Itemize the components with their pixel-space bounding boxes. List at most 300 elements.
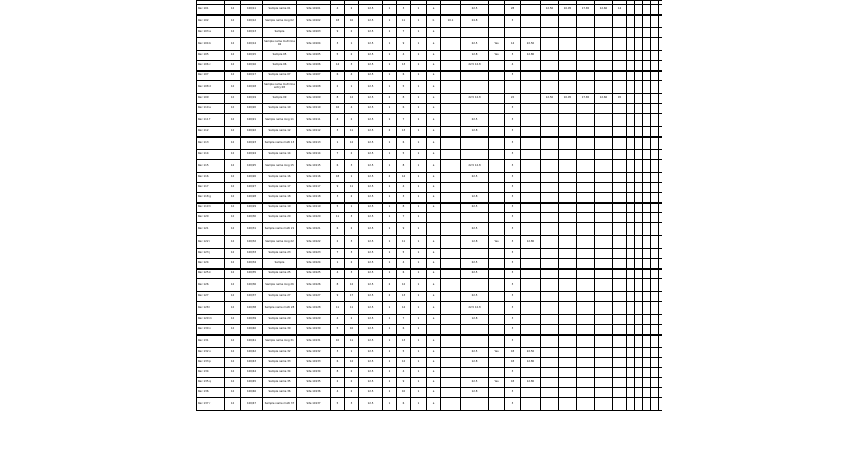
table-row: [197, 94, 663, 104]
table-cell: [559, 269, 577, 279]
table-cell: 14: [613, 5, 627, 15]
table-cell: [613, 183, 627, 193]
table-cell: [643, 302, 651, 315]
table-cell: 12.8: [461, 236, 489, 249]
table-cell: 1: [383, 249, 397, 259]
table-cell: [635, 61, 643, 71]
table-cell: 12.8: [461, 388, 489, 398]
table-cell: [441, 61, 461, 71]
table-cell: [489, 302, 505, 315]
table-cell: 6: [331, 160, 345, 173]
table-cell: [613, 61, 627, 71]
table-cell: 18: [505, 358, 521, 368]
table-cell: 1: [383, 28, 397, 38]
table-cell: [427, 223, 441, 236]
table-cell: [659, 28, 663, 38]
table-cell: [521, 398, 541, 411]
table-cell: 12.5: [359, 127, 383, 137]
table-cell: [461, 325, 489, 335]
table-cell: [643, 325, 651, 335]
table-cell: Sample name 33: [263, 358, 297, 368]
table-cell: [643, 5, 651, 15]
table-cell: [441, 259, 461, 269]
table-cell: Site 10104: [297, 38, 331, 51]
table-cell: 17: [345, 292, 359, 302]
table-cell: [521, 302, 541, 315]
table-cell: [627, 51, 635, 61]
table-cell: [441, 71, 461, 81]
table-cell: 13: [397, 127, 411, 137]
table-cell: [659, 183, 663, 193]
table-cell: [635, 15, 643, 28]
table-cell: [613, 137, 627, 150]
table-cell: 2: [383, 173, 397, 183]
table-cell: 12.5: [359, 94, 383, 104]
table-cell: 2: [345, 368, 359, 378]
table-cell: 3: [345, 61, 359, 71]
table-cell: 1: [383, 213, 397, 223]
table-cell: Site 10117: [297, 183, 331, 193]
table-cell: [577, 223, 595, 236]
table-cell: [595, 114, 613, 127]
table-cell: [627, 249, 635, 259]
table-cell: 7: [397, 28, 411, 38]
table-cell: 12: [225, 137, 241, 150]
table-cell: [659, 236, 663, 249]
table-cell: [505, 28, 521, 38]
table-cell: [595, 388, 613, 398]
table-cell: [559, 28, 577, 38]
table-cell: 12.60: [595, 94, 613, 104]
table-cell: 1: [383, 348, 397, 358]
table-cell: [659, 213, 663, 223]
table-cell: 100/39: [241, 315, 263, 325]
table-cell: 100/12: [241, 15, 263, 28]
table-cell: [441, 348, 461, 358]
table-cell: [651, 378, 659, 388]
table-cell: 3: [505, 325, 521, 335]
table-cell: [651, 183, 659, 193]
table-cell: [521, 61, 541, 71]
table-cell: [643, 183, 651, 193]
table-cell: [441, 193, 461, 203]
table-cell: 100/15: [241, 51, 263, 61]
table-cell: [541, 378, 559, 388]
table-cell: a: [427, 94, 441, 104]
table-cell: 2: [383, 279, 397, 292]
table-cell: 12: [225, 81, 241, 94]
table-cell: 4: [397, 368, 411, 378]
table-cell: 1: [411, 325, 427, 335]
table-cell: Sample: [263, 28, 297, 38]
table-cell: [577, 398, 595, 411]
table-cell: 3: [505, 183, 521, 193]
table-cell: Rec 135 q: [197, 378, 225, 388]
table-cell: Site 10113: [297, 137, 331, 150]
table-cell: Sample name 18: [263, 193, 297, 203]
table-cell: 12.5: [359, 137, 383, 150]
table-cell: 12.80: [521, 378, 541, 388]
table-cell: [595, 15, 613, 28]
table-cell: [559, 398, 577, 411]
table-cell: a: [427, 398, 441, 411]
table-cell: a: [427, 193, 441, 203]
table-cell: [441, 236, 461, 249]
table-cell: [559, 173, 577, 183]
table-cell: [643, 81, 651, 94]
table-cell: 1: [411, 38, 427, 51]
table-cell: 3: [505, 249, 521, 259]
table-cell: 7: [331, 150, 345, 160]
table-cell: 12.5: [359, 114, 383, 127]
table-cell: [541, 269, 559, 279]
table-cell: 12: [225, 160, 241, 173]
table-cell: Rec 134: [197, 368, 225, 378]
data-table: [196, 0, 662, 411]
table-cell: [635, 137, 643, 150]
table-cell: 12: [225, 38, 241, 51]
table-cell: 2: [383, 94, 397, 104]
table-cell: [659, 398, 663, 411]
table-cell: 5: [331, 325, 345, 335]
table-cell: 100/24: [241, 150, 263, 160]
table-cell: Sample: [263, 259, 297, 269]
table-cell: a: [427, 104, 441, 114]
table-cell: [635, 358, 643, 368]
table-cell: 1: [345, 38, 359, 51]
table-cell: [441, 104, 461, 114]
table-cell: [659, 81, 663, 94]
table-cell: Rec 103 a: [197, 28, 225, 38]
table-row: [197, 398, 663, 411]
table-cell: [521, 81, 541, 94]
table-cell: 3: [505, 114, 521, 127]
table-row: [197, 160, 663, 173]
table-cell: [577, 325, 595, 335]
table-cell: a: [427, 28, 441, 38]
table-cell: 2: [383, 127, 397, 137]
table-cell: 12.5: [359, 38, 383, 51]
table-cell: [635, 71, 643, 81]
table-cell: [521, 127, 541, 137]
table-cell: 12: [225, 368, 241, 378]
table-cell: [541, 358, 559, 368]
table-cell: 4: [397, 51, 411, 61]
table-cell: [651, 28, 659, 38]
table-cell: [643, 292, 651, 302]
table-cell: [559, 325, 577, 335]
table-cell: 100/22: [241, 127, 263, 137]
table-cell: 1: [383, 61, 397, 71]
table-cell: 22.5: [461, 348, 489, 358]
table-cell: Sample name long 26: [263, 279, 297, 292]
table-cell: 6: [397, 325, 411, 335]
table-row: [197, 348, 663, 358]
table-cell: 12: [225, 51, 241, 61]
table-cell: [627, 94, 635, 104]
table-cell: [521, 325, 541, 335]
table-cell: [489, 279, 505, 292]
table-cell: [595, 61, 613, 71]
table-cell: 3: [505, 279, 521, 292]
table-cell: [659, 335, 663, 348]
table-cell: 6: [397, 104, 411, 114]
table-cell: 12: [225, 183, 241, 193]
table-cell: 18: [331, 173, 345, 183]
table-cell: 3: [505, 51, 521, 61]
table-cell: 12.5: [359, 358, 383, 368]
table-cell: [577, 213, 595, 223]
table-cell: 12.5: [359, 302, 383, 315]
table-cell: 22.5: [461, 292, 489, 302]
table-cell: [643, 71, 651, 81]
table-cell: [559, 368, 577, 378]
table-cell: [613, 150, 627, 160]
table-cell: [521, 150, 541, 160]
table-cell: [659, 292, 663, 302]
table-cell: Sample name long 11: [263, 114, 297, 127]
table-cell: 2: [345, 223, 359, 236]
table-cell: a: [427, 368, 441, 378]
table-cell: [613, 114, 627, 127]
table-cell: [441, 127, 461, 137]
table-cell: 1: [411, 213, 427, 223]
table-cell: 10: [331, 335, 345, 348]
table-cell: [541, 150, 559, 160]
table-cell: 100/42: [241, 348, 263, 358]
table-cell: 12.5: [359, 51, 383, 61]
table-cell: [595, 213, 613, 223]
table-cell: 12.80: [521, 51, 541, 61]
table-cell: [577, 388, 595, 398]
table-cell: Rec 130 n: [197, 325, 225, 335]
table-cell: [541, 71, 559, 81]
table-cell: [651, 292, 659, 302]
table-cell: 100/20: [241, 104, 263, 114]
table-cell: 1: [383, 388, 397, 398]
table-cell: [613, 104, 627, 114]
table-cell: 4: [331, 5, 345, 15]
table-cell: [489, 160, 505, 173]
table-cell: [651, 368, 659, 378]
table-cell: [595, 279, 613, 292]
table-row: [197, 51, 663, 61]
table-cell: 12.5: [359, 173, 383, 183]
table-cell: 6: [331, 71, 345, 81]
table-cell: [651, 160, 659, 173]
table-cell: [635, 335, 643, 348]
table-cell: Site 10116: [297, 173, 331, 183]
table-cell: 1: [411, 388, 427, 398]
table-cell: [489, 358, 505, 368]
table-cell: [627, 335, 635, 348]
table-cell: Sample name 27: [263, 292, 297, 302]
table-cell: [595, 137, 613, 150]
table-cell: [595, 398, 613, 411]
table-cell: a: [427, 160, 441, 173]
table-cell: [577, 315, 595, 325]
table-cell: [577, 193, 595, 203]
table-cell: 3: [397, 5, 411, 15]
table-cell: [643, 38, 651, 51]
table-cell: 100/34: [241, 259, 263, 269]
table-cell: [541, 325, 559, 335]
table-cell: [643, 51, 651, 61]
table-cell: [521, 5, 541, 15]
table-cell: [635, 269, 643, 279]
table-cell: 2: [345, 315, 359, 325]
table-cell: [627, 81, 635, 94]
table-cell: [627, 348, 635, 358]
table-row: [197, 259, 663, 269]
table-cell: [559, 193, 577, 203]
table-cell: [627, 279, 635, 292]
table-cell: [461, 279, 489, 292]
table-cell: [577, 358, 595, 368]
table-cell: 11: [397, 236, 411, 249]
table-cell: Site 10118: [297, 193, 331, 203]
table-cell: [541, 223, 559, 236]
table-cell: [559, 315, 577, 325]
table-cell: Site 10125: [297, 269, 331, 279]
table-cell: a: [427, 127, 441, 137]
table-row: [197, 150, 663, 160]
table-cell: [651, 61, 659, 71]
table-row: [197, 223, 663, 236]
table-cell: 1: [383, 259, 397, 269]
table-cell: [659, 378, 663, 388]
table-cell: [635, 104, 643, 114]
table-cell: [613, 358, 627, 368]
table-cell: [441, 358, 461, 368]
table-cell: [541, 51, 559, 61]
table-cell: [577, 259, 595, 269]
table-cell: [627, 183, 635, 193]
table-cell: 12: [225, 259, 241, 269]
table-cell: [651, 81, 659, 94]
table-cell: 10.05: [559, 94, 577, 104]
table-cell: [521, 183, 541, 193]
table-cell: 2: [331, 378, 345, 388]
table-cell: [595, 183, 613, 193]
table-cell: [441, 160, 461, 173]
table-cell: [521, 269, 541, 279]
table-cell: Rec 114: [197, 150, 225, 160]
table-cell: Rec 120: [197, 213, 225, 223]
table-cell: a: [427, 348, 441, 358]
table-cell: a: [427, 150, 441, 160]
table-cell: [441, 249, 461, 259]
table-cell: Sample name long 22: [263, 236, 297, 249]
table-cell: [627, 71, 635, 81]
table-cell: [441, 269, 461, 279]
table-cell: 22.5: [461, 223, 489, 236]
table-cell: [635, 173, 643, 183]
table-cell: 16: [331, 104, 345, 114]
table-cell: 100/26: [241, 173, 263, 183]
table-cell: 12: [225, 325, 241, 335]
table-cell: 100/21: [241, 114, 263, 127]
table-cell: 100/32: [241, 236, 263, 249]
table-cell: [627, 398, 635, 411]
table-cell: a: [427, 71, 441, 81]
table-cell: [595, 173, 613, 183]
table-cell: [521, 114, 541, 127]
table-cell: 1: [411, 203, 427, 213]
table-cell: [643, 315, 651, 325]
table-cell: Sample name 23: [263, 249, 297, 259]
table-cell: [643, 358, 651, 368]
table-cell: 5: [397, 249, 411, 259]
table-cell: [577, 236, 595, 249]
table-cell: 1: [411, 378, 427, 388]
table-cell: 12.50: [541, 94, 559, 104]
table-cell: [559, 127, 577, 137]
table-cell: Site 10134: [297, 368, 331, 378]
table-cell: 1: [383, 193, 397, 203]
table-cell: [489, 114, 505, 127]
table-cell: 11: [345, 302, 359, 315]
table-cell: 1: [383, 137, 397, 150]
table-cell: [635, 302, 643, 315]
table-cell: [489, 104, 505, 114]
table-cell: Rec 128 l: [197, 302, 225, 315]
table-cell: [577, 292, 595, 302]
table-cell: 1: [383, 51, 397, 61]
table-cell: [635, 213, 643, 223]
table-cell: 12: [225, 104, 241, 114]
table-cell: 12.5: [359, 378, 383, 388]
table-cell: [613, 279, 627, 292]
table-cell: 22.5 12.8: [461, 61, 489, 71]
table-cell: [635, 51, 643, 61]
table-cell: [613, 378, 627, 388]
table-cell: Sample name 16: [263, 173, 297, 183]
table-cell: Site 10101: [297, 5, 331, 15]
table-cell: 3: [505, 104, 521, 114]
table-cell: [577, 81, 595, 94]
table-cell: [577, 348, 595, 358]
table-cell: [577, 249, 595, 259]
table-cell: [577, 137, 595, 150]
table-cell: 4: [397, 183, 411, 193]
table-cell: [489, 259, 505, 269]
table-cell: 8: [397, 94, 411, 104]
table-cell: 12: [225, 223, 241, 236]
table-cell: [541, 61, 559, 71]
table-cell: [643, 236, 651, 249]
table-cell: Rec 126: [197, 279, 225, 292]
table-cell: [627, 114, 635, 127]
table-cell: [461, 150, 489, 160]
table-cell: a: [427, 315, 441, 325]
table-cell: 8: [331, 94, 345, 104]
table-cell: 12: [225, 348, 241, 358]
table-cell: 1: [383, 104, 397, 114]
table-cell: 3: [345, 160, 359, 173]
table-cell: [441, 81, 461, 94]
table-cell: 22: [505, 94, 521, 104]
table-cell: 7: [397, 315, 411, 325]
table-cell: [521, 203, 541, 213]
table-cell: [635, 5, 643, 15]
table-cell: [651, 51, 659, 61]
table-cell: [441, 114, 461, 127]
table-cell: [427, 213, 441, 223]
table-cell: a: [427, 5, 441, 15]
table-row: [197, 5, 663, 15]
table-cell: 18: [505, 378, 521, 388]
